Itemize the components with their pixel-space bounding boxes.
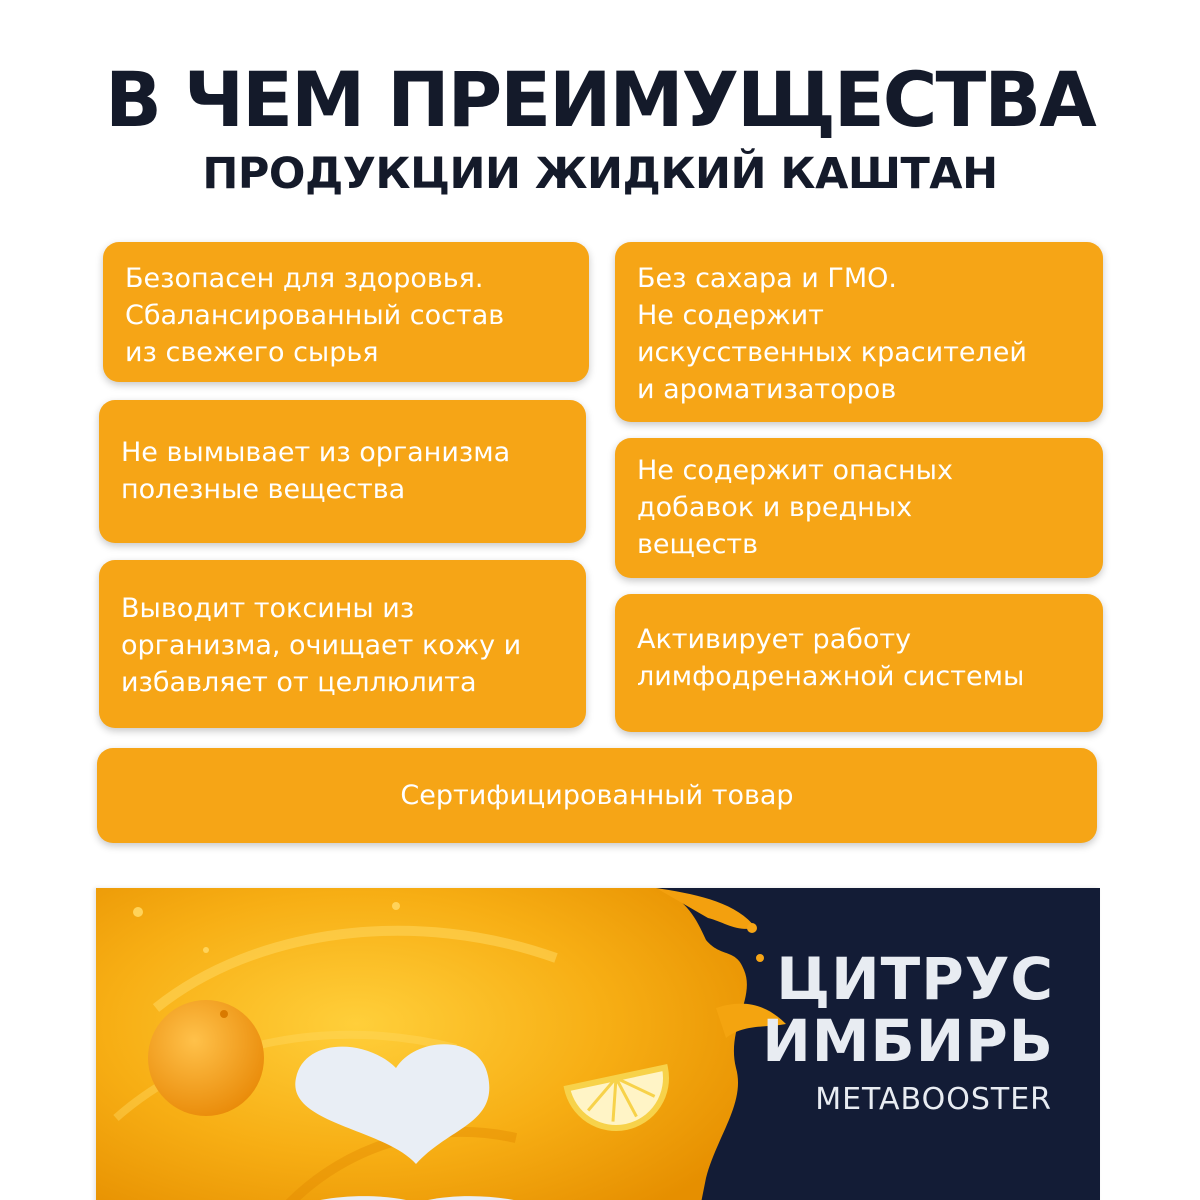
card-line: искусственных красителей: [637, 337, 1027, 368]
card-line: Не содержит опасных: [637, 455, 953, 486]
card-line: из свежего сырья: [125, 337, 379, 368]
benefit-card-toxins: [99, 560, 586, 728]
benefit-card-nutrients: [99, 400, 586, 543]
product-brand: METABOOSTER: [815, 1082, 1052, 1117]
card-line: веществ: [637, 529, 759, 560]
card-line: организма, очищает кожу и: [121, 630, 522, 661]
benefit-card-no-sugar: [615, 242, 1103, 422]
card-line: лимфодренажной системы: [637, 661, 1025, 692]
benefit-card-safe: [103, 242, 589, 382]
card-line: и ароматизаторов: [637, 374, 897, 405]
benefit-card-lymph: [615, 594, 1103, 732]
benefit-card-no-additives: [615, 438, 1103, 578]
card-line: Сбалансированный состав: [125, 300, 505, 331]
card-line: добавок и вредных: [637, 492, 913, 523]
product-name-line2: ИМБИРЬ: [762, 1007, 1054, 1075]
product-name-line1: ЦИТРУС: [776, 945, 1054, 1013]
card-line: полезные вещества: [121, 474, 406, 505]
benefit-card-certified: [97, 748, 1097, 843]
product-box: [96, 888, 1100, 1200]
page-subtitle: ПРОДУКЦИИ ЖИДКИЙ КАШТАН: [202, 149, 998, 199]
card-line: Безопасен для здоровья.: [125, 263, 484, 294]
page-title: В ЧЕМ ПРЕИМУЩЕСТВА: [105, 55, 1095, 144]
card-line: избавляет от целлюлита: [121, 667, 477, 698]
card-line: Не вымывает из организма: [121, 437, 511, 468]
card-line: Без сахара и ГМО.: [637, 263, 897, 294]
card-line: Активирует работу: [637, 624, 912, 655]
card-text: Сертифицированный товар: [400, 780, 794, 811]
card-line: Не содержит: [637, 300, 824, 331]
card-line: Выводит токсины из: [121, 593, 415, 624]
